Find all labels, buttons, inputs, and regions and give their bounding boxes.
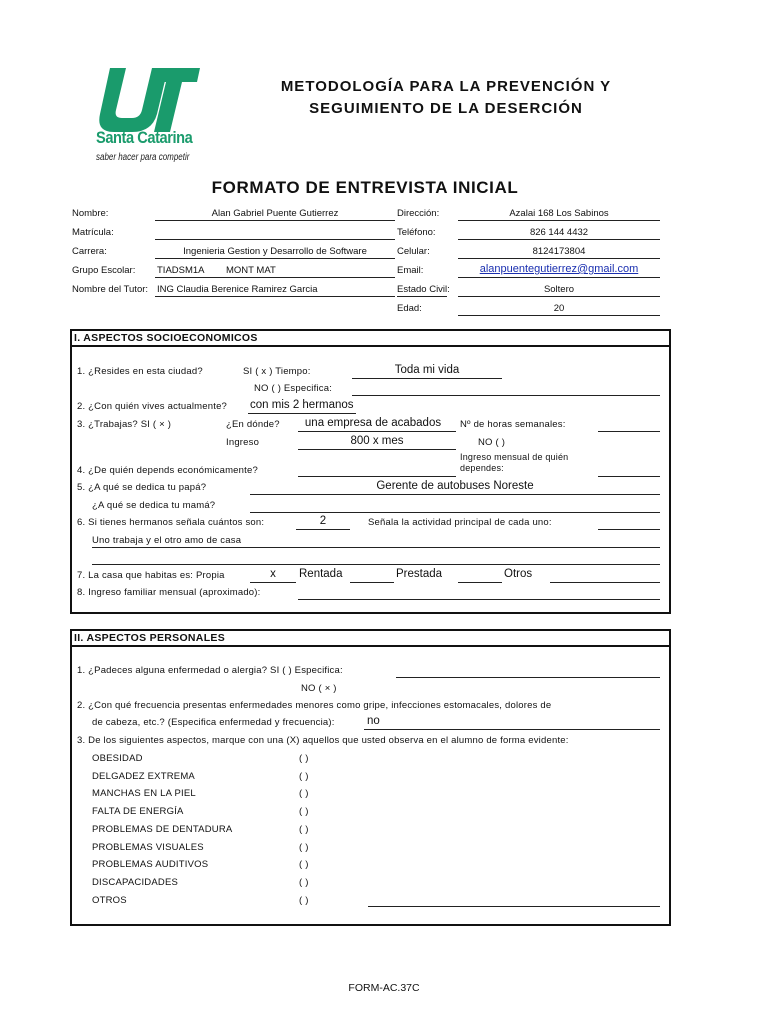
p2-answer[interactable]: no (367, 715, 380, 727)
grupo-extra-value[interactable]: MONT MAT (226, 265, 276, 276)
p2-label-a: 2. ¿Con qué frecuencia presentas enfermedades menores como gripe, infecciones estomacales, dolores de (77, 700, 552, 711)
grupo-label: Grupo Escolar: (72, 265, 136, 276)
q3-horas-label: Nº de horas semanales: (460, 419, 566, 430)
q4-ingreso-label1: Ingreso mensual de quién (460, 452, 569, 462)
logo-tagline: saber hacer para competir (96, 152, 190, 163)
aspect-checkbox[interactable]: ( ) (299, 876, 309, 888)
telefono-value[interactable]: 826 144 4432 (529, 227, 589, 238)
estado-label: Estado Civil: (397, 284, 450, 295)
aspect-item-label: PROBLEMAS AUDITIVOS (92, 859, 209, 871)
celular-label: Celular: (397, 246, 430, 257)
page-title-line2: SEGUIMIENTO DE LA DESERCIÓN (309, 100, 583, 117)
aspect-item-label: PROBLEMAS VISUALES (92, 841, 204, 853)
ut-logo-icon (92, 66, 202, 134)
aspect-item-label: PROBLEMAS DE DENTADURA (92, 823, 233, 835)
aspect-checkbox[interactable]: ( ) (299, 859, 309, 871)
q3-label: 3. ¿Trabajas? SI ( × ) (77, 419, 172, 430)
q5b-label: ¿A qué se dedica tu mamá? (92, 500, 216, 511)
telefono-label: Teléfono: (397, 227, 436, 238)
tutor-label: Nombre del Tutor: (72, 284, 149, 295)
aspect-checkbox[interactable]: ( ) (299, 841, 309, 853)
page-title-line1: METODOLOGÍA PARA LA PREVENCIÓN Y (280, 78, 612, 95)
nombre-label: Nombre: (72, 208, 109, 219)
aspect-checkbox[interactable]: ( ) (299, 753, 309, 764)
q8-label: 8. Ingreso familiar mensual (aproximado): (77, 587, 261, 598)
q3-no[interactable]: NO ( ) (478, 437, 506, 448)
aspect-checkbox[interactable]: ( ) (299, 770, 309, 782)
q3-ingreso-answer[interactable]: 800 x mes (350, 435, 404, 447)
direccion-label: Dirección: (397, 208, 440, 219)
form-code: FORM-AC.37C (348, 982, 420, 994)
aspect-item-label: OBESIDAD (92, 753, 143, 764)
q6-desc[interactable]: Uno trabaja y el otro amo de casa (92, 535, 242, 546)
carrera-value[interactable]: Ingenieria Gestion y Desarrollo de Software (183, 246, 367, 257)
q5-answer[interactable]: Gerente de autobuses Noreste (376, 480, 534, 492)
q1-label: 1. ¿Resides en esta ciudad? (77, 366, 203, 377)
matricula-label: Matrícula: (72, 227, 114, 238)
logo (92, 66, 202, 172)
q3-ingreso-label: Ingreso (226, 437, 260, 448)
q2-answer[interactable]: con mis 2 hermanos (250, 399, 354, 411)
q7-label: 7. La casa que habitas es: Propia (77, 570, 225, 581)
section-title: I. ASPECTOS SOCIOECONOMICOS (72, 331, 669, 347)
celular-value[interactable]: 8124173804 (532, 246, 586, 257)
aspect-item-label: FALTA DE ENERGÍA (92, 806, 184, 818)
q6-label: 6. Si tienes hermanos señala cuántos son: (77, 517, 265, 528)
edad-label: Edad: (397, 303, 422, 314)
q4-ingreso-label2: dependes: (460, 463, 504, 473)
email-label: Email: (397, 265, 424, 276)
nombre-value[interactable]: Alan Gabriel Puente Gutierrez (211, 208, 339, 219)
q5-label: 5. ¿A qué se dedica tu papá? (77, 482, 207, 493)
q7-prestada[interactable]: Prestada (396, 568, 443, 580)
aspect-item-label: DISCAPACIDADES (92, 876, 179, 888)
q3-donde-answer[interactable]: una empresa de acabados (304, 417, 442, 429)
aspect-item-label: DELGADEZ EXTREMA (92, 770, 195, 782)
tutor-value[interactable]: ING Claudia Berenice Ramirez Garcia (157, 284, 318, 295)
q7-propia-mark[interactable]: x (270, 568, 276, 580)
q1-tiempo-value[interactable]: Toda mi vida (394, 364, 460, 376)
p2-label-b: de cabeza, etc.? (Especifica enfermedad y frecuencia): (92, 717, 335, 728)
email-link[interactable]: alanpuentegutierrez@gmail.com (479, 263, 639, 275)
q7-otros[interactable]: Otros (504, 568, 533, 580)
aspect-item-label: OTROS (92, 894, 127, 906)
section-title: II. ASPECTOS PERSONALES (72, 631, 669, 647)
aspect-item-label: MANCHAS EN LA PIEL (92, 788, 196, 800)
aspect-checkbox[interactable]: ( ) (299, 823, 309, 835)
q6-actividad-label: Señala la actividad principal de cada uno: (368, 517, 552, 528)
p1-no[interactable]: NO ( × ) (301, 683, 337, 694)
p3-label: 3. De los siguientes aspectos, marque con una (X) aquellos que usted observa en el alumno de forma evidente: (77, 735, 569, 746)
carrera-label: Carrera: (72, 246, 107, 257)
logo-campus: Santa Catarina (96, 128, 193, 147)
grupo-value[interactable]: TIADSM1A (157, 265, 205, 276)
direccion-value[interactable]: Azalai 168 Los Sabinos (509, 208, 609, 219)
p1-label: 1. ¿Padeces alguna enfermedad o alergia? SI ( ) Especifica: (77, 665, 343, 676)
q1-si[interactable]: SI ( x ) Tiempo: (243, 366, 311, 377)
q4-label: 4. ¿De quién depends económicamente? (77, 465, 258, 476)
aspect-checkbox[interactable]: ( ) (299, 894, 309, 906)
q7-rentada[interactable]: Rentada (299, 568, 343, 580)
q2-label: 2. ¿Con quién vives actualmente? (77, 401, 228, 412)
form-title: FORMATO DE ENTREVISTA INICIAL (211, 178, 519, 197)
q3-donde-label: ¿En dónde? (226, 419, 280, 430)
q1-no[interactable]: NO ( ) Especifica: (254, 383, 333, 394)
edad-value[interactable]: 20 (553, 303, 565, 314)
aspect-checkbox[interactable]: ( ) (299, 806, 309, 818)
q6-answer[interactable]: 2 (319, 515, 327, 527)
estado-value[interactable]: Soltero (543, 284, 575, 295)
aspect-checkbox[interactable]: ( ) (299, 788, 309, 800)
